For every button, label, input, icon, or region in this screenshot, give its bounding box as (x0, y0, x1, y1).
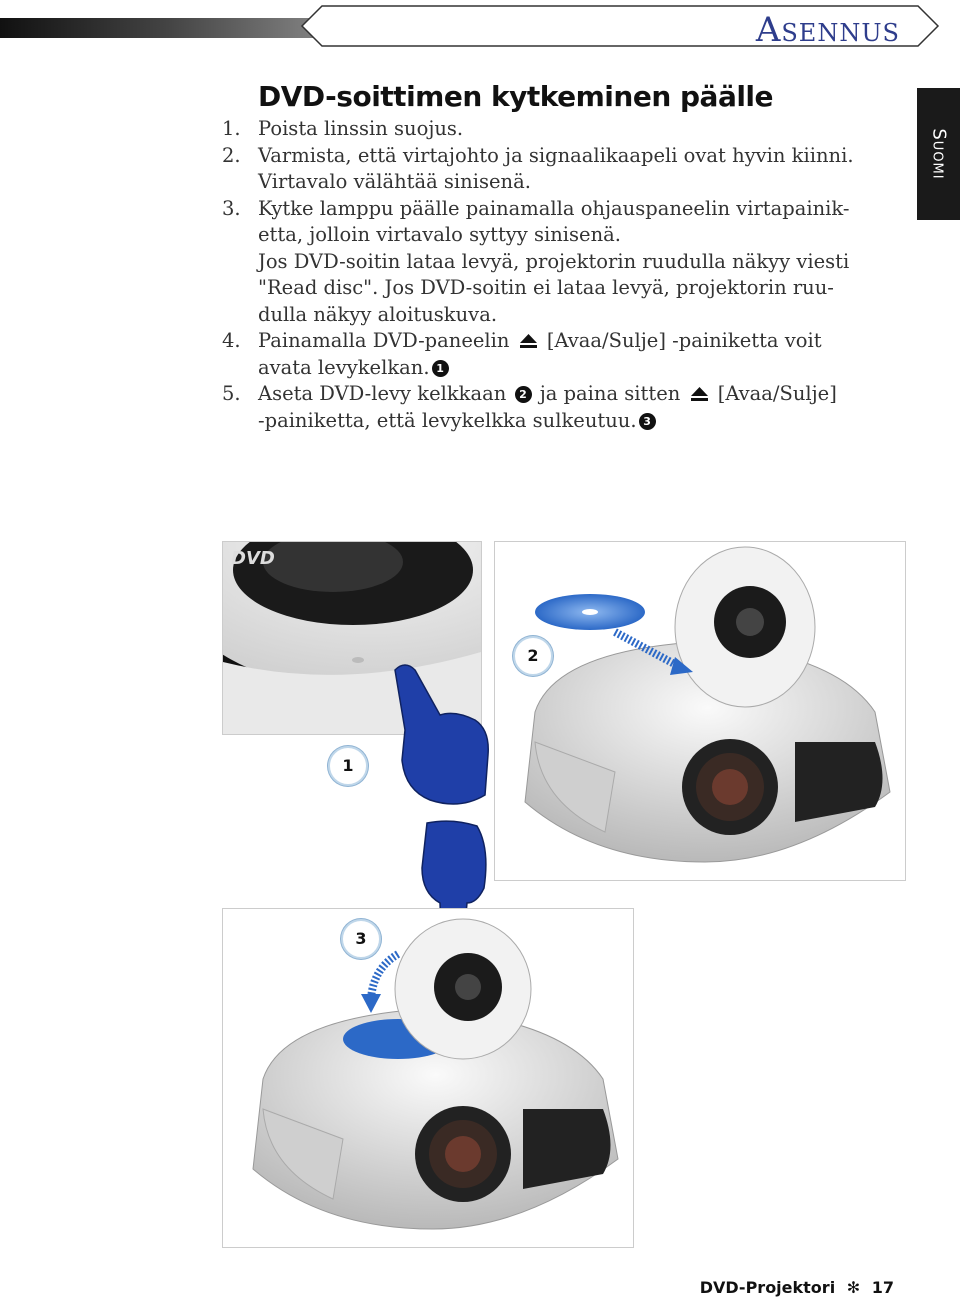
step-number: 2. (222, 143, 241, 167)
projector-open-illustration (495, 542, 905, 880)
step-text: Poista linssin suojus. (258, 117, 464, 140)
step-4 (222, 328, 912, 381)
hand-pressing-icon (380, 660, 500, 810)
step-text: etta, jolloin virtavalo syttyy sinisenä. (258, 223, 621, 246)
step-text: [Avaa/Sulje] (717, 382, 837, 405)
step-text: Kytke lamppu päälle painamalla ohjauspaneelin virtapainik- (258, 196, 850, 220)
step-text: ja paina sitten (539, 382, 681, 405)
photo-projector-open-lid (494, 541, 906, 881)
photo-projector-closing (222, 908, 634, 1248)
eject-icon (690, 386, 709, 402)
step-text: Virtavalo välähtää sinisenä. (258, 170, 531, 193)
step-5 (222, 381, 912, 434)
step-text: dulla näkyy aloituskuva. (258, 302, 498, 326)
language-tab (917, 88, 960, 220)
step-text: Painamalla DVD-paneelin (258, 329, 510, 352)
step-3 (222, 196, 912, 329)
badge-3: 3 (639, 413, 656, 430)
step-1 (222, 116, 912, 143)
page-heading: DVD-soittimen kytkeminen päälle (258, 80, 774, 113)
step-text: Jos DVD-soitin lataa levyä, projektorin ruudulla näkyy viesti (258, 249, 850, 273)
callout-2: 2 (513, 636, 553, 676)
step-2 (222, 143, 912, 196)
badge-1: 1 (432, 360, 449, 377)
callout-3: 3 (341, 919, 381, 959)
step-number: 3. (222, 196, 241, 220)
step-text: Aseta DVD-levy kelkkaan (258, 382, 507, 405)
section-title: Asennus (755, 10, 900, 50)
badge-2: 2 (515, 386, 532, 403)
footer-separator: ✻ (846, 1278, 861, 1297)
language-tab-label: Suomi (928, 128, 949, 180)
eject-icon (519, 333, 538, 349)
step-text: "Read disc". Jos DVD-soitin ei lataa levyä, projektorin ruu- (258, 276, 834, 299)
footer-text: DVD-Projektori (699, 1278, 836, 1297)
steps-list (222, 116, 912, 434)
header-banner (300, 4, 940, 48)
projector-closing-illustration (223, 909, 633, 1247)
callout-1: 1 (328, 746, 368, 786)
step-number: 5. (222, 382, 241, 405)
page-number: 17 (871, 1278, 894, 1297)
step-text: [Avaa/Sulje] -painiketta voit (546, 329, 822, 352)
dvd-logo: DVD (231, 548, 275, 569)
page-footer (700, 1278, 894, 1297)
step-text: Varmista, että virtajohto ja signaalikaapeli ovat hyvin kiinni. (258, 143, 854, 167)
step-text: avata levykelkan. (258, 355, 430, 379)
step-number: 1. (222, 117, 241, 140)
step-number: 4. (222, 329, 241, 352)
step-text: -painiketta, että levykelkka sulkeutuu. (258, 408, 637, 432)
